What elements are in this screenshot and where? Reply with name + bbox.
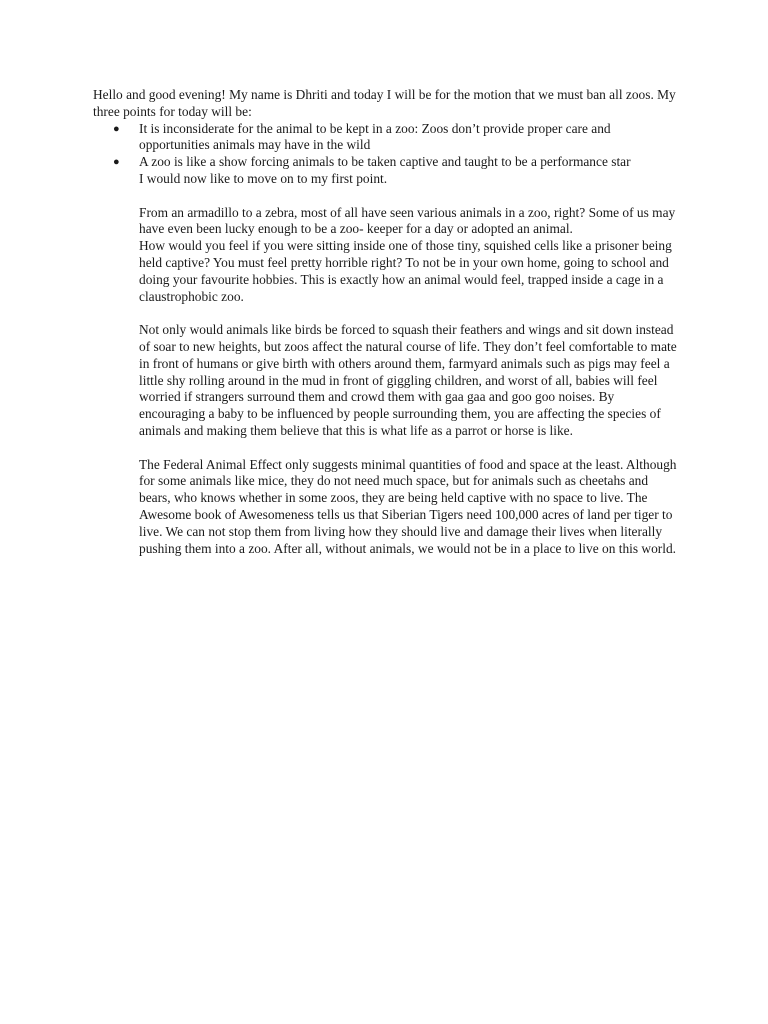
paragraph: How would you feel if you were sitting inside one of those tiny, squished cells like a prisoner being held captive? You must feel pretty horrible right? To not be in your own home, going to school and doing your favourite hobbies. This is exactly how an animal would feel, trapped inside a cage in a claustrophobic zoo. <box>139 238 672 304</box>
point-text: It is inconsiderate for the animal to be kept in a zoo: Zoos don’t provide proper care and opportunities animals may have in the wild <box>139 120 611 153</box>
transition-line: I would now like to move on to my first point. <box>139 170 388 186</box>
list-item <box>93 154 678 171</box>
bullet-icon: ● <box>113 122 120 135</box>
paragraph: From an armadillo to a zebra, most of all have seen various animals in a zoo, right? Some of us may have even been lucky enough to be a zoo- keeper for a day or adopted an animal. <box>139 204 676 237</box>
paragraph: Not only would animals like birds be forced to squash their feathers and wings and sit down instead of soar to new heights, but zoos affect the natural course of life. They don’t feel comfortable to mate in front of humans or give birth with others around them, farmyard animals such as pigs may feel a little shy rolling around in the mud in front of giggling children, and worst of all, babies will feel worried if strangers surround them and crowd them with gaa gaa and goo goo noises. By encouraging a baby to be influenced by people surrounding them, you are affecting the species of animals and making them believe that this is what life as a parrot or horse is like. <box>139 322 677 438</box>
spacer <box>139 440 678 457</box>
paragraph: The Federal Animal Effect only suggests minimal quantities of food and space at the least. Although for some animals like mice, they do not need much space, but for animals such as cheetahs and bears, who knows whether in some zoos, they are being held captive with no space to live. The Awesome book of Awesomeness tells us that Siberian Tigers need 100,000 acres of land per tiger to live. We can not stop them from living how they should live and damage their lives when literally pushing them into a zoo. After all, without animals, we would not be in a place to live on this world. <box>139 456 677 556</box>
body-text <box>139 171 678 557</box>
intro-paragraph: Hello and good evening! My name is Dhriti and today I will be for the motion that we must ban all zoos. My three points for today will be: <box>93 87 676 119</box>
points-list <box>93 121 678 171</box>
list-item <box>93 121 678 155</box>
bullet-icon: ● <box>113 156 120 169</box>
document-page <box>93 87 678 557</box>
spacer <box>139 188 678 205</box>
point-text: A zoo is like a show forcing animals to be taken captive and taught to be a performance star <box>139 154 631 170</box>
spacer <box>139 305 678 322</box>
